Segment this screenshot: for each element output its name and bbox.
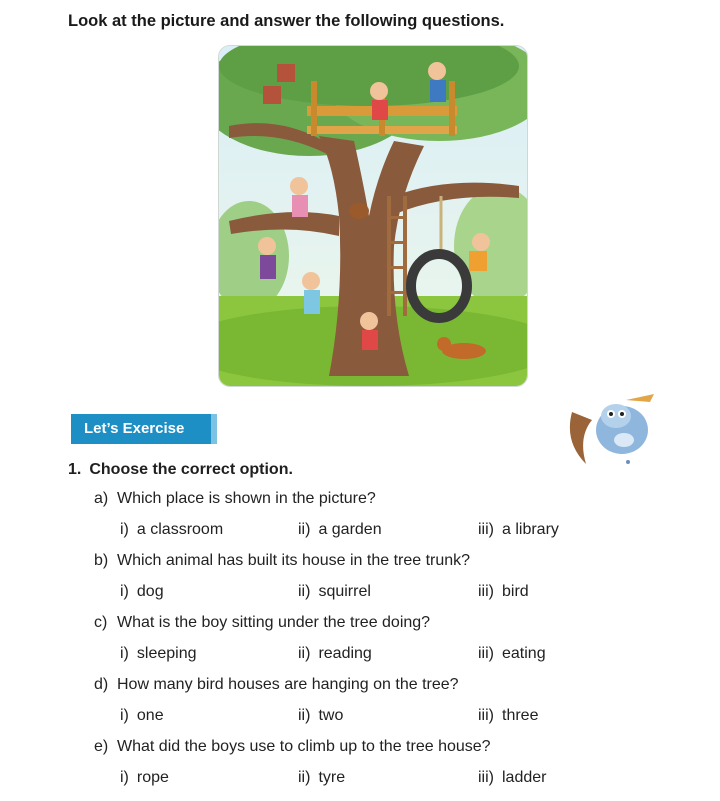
option-b-iii[interactable] [478,583,529,601]
question-letter: b) [94,552,109,569]
option-text: tyre [318,769,346,786]
option-text: bird [502,583,529,600]
options-e [120,769,590,791]
options-b [120,583,590,605]
option-number: i) [120,645,129,662]
option-number: i) [120,769,129,786]
option-text: eating [502,645,546,662]
option-number: iii) [478,583,494,600]
question-letter: e) [94,738,109,755]
question-letter: d) [94,676,109,693]
option-e-iii[interactable] [478,769,546,787]
question-text: Which place is shown in the picture? [117,490,376,507]
option-text: a classroom [136,521,224,538]
option-d-iii[interactable] [478,707,538,725]
question-text: What did the boys use to climb up to the tree house? [117,738,491,755]
option-number: iii) [478,707,494,724]
option-text: three [502,707,539,724]
option-d-i[interactable] [120,707,164,725]
question-a [94,490,376,508]
option-text: rope [136,769,169,786]
option-number: ii) [298,769,311,786]
mascot-icon [566,392,662,470]
option-text: dog [136,583,164,600]
question-d [94,676,459,694]
option-number: ii) [298,645,311,662]
option-number: i) [120,707,129,724]
option-text: a library [502,521,559,538]
option-text: sleeping [136,645,197,662]
option-text: squirrel [318,583,371,600]
option-c-i[interactable] [120,645,197,663]
lets-exercise-label: Let’s Exercise [71,414,211,444]
question-c [94,614,430,632]
option-text: a garden [318,521,382,538]
option-number: iii) [478,521,494,538]
option-text: one [136,707,164,724]
option-a-ii[interactable] [298,521,382,539]
option-number: i) [120,583,129,600]
option-b-ii[interactable] [298,583,371,601]
options-d [120,707,590,729]
question-text: How many bird houses are hanging on the tree? [117,676,459,693]
question-letter: a) [94,490,109,507]
options-c [120,645,590,667]
option-number: iii) [478,769,494,786]
question-text: What is the boy sitting under the tree doing? [117,614,431,631]
section-number: 1. [68,461,82,478]
option-a-i[interactable] [120,521,223,539]
question-text: Which animal has built its house in the tree trunk? [117,552,471,569]
option-d-ii[interactable] [298,707,343,725]
option-text: two [318,707,344,724]
option-e-ii[interactable] [298,769,345,787]
question-letter: c) [94,614,108,631]
option-a-iii[interactable] [478,521,559,539]
options-a [120,521,590,543]
option-text: ladder [502,769,547,786]
option-number: iii) [478,645,494,662]
option-number: ii) [298,521,311,538]
option-text: reading [318,645,372,662]
option-b-i[interactable] [120,583,164,601]
option-e-i[interactable] [120,769,169,787]
tree-house-illustration [218,45,528,387]
page-heading: Look at the picture and answer the following questions. [68,12,505,30]
option-c-ii[interactable] [298,645,372,663]
question-b [94,552,470,570]
option-c-iii[interactable] [478,645,546,663]
option-number: ii) [298,707,311,724]
section-title-text: Choose the correct option. [89,461,293,478]
question-e [94,738,491,756]
section-title [68,461,293,479]
option-number: ii) [298,583,311,600]
option-number: i) [120,521,129,538]
